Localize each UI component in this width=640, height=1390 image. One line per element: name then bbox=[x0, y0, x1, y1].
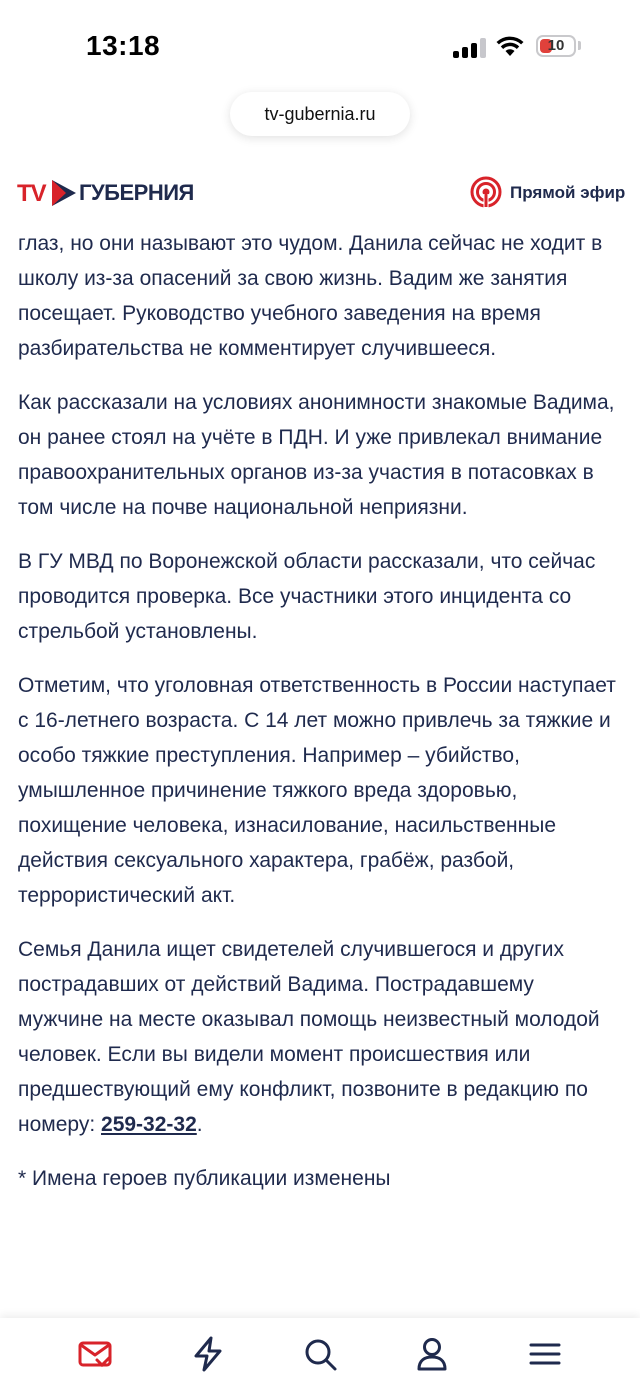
nav-menu[interactable] bbox=[527, 1336, 563, 1372]
live-broadcast-link[interactable] bbox=[470, 176, 630, 210]
article-paragraph: Как рассказали на условиях анонимности знакомые Вадима, он ранее стоял на учёте в ПДН. И уже привлекал внимание правоохранительных органов из-за участия в потасовках в том числе на почве национальной неприязни. bbox=[18, 391, 615, 519]
article-note: * Имена героев публикации изменены bbox=[18, 1167, 391, 1190]
site-header bbox=[0, 160, 640, 228]
article-paragraph: Отметим, что уголовная ответственность в России наступает с 16-летнего возраста. С 14 лет можно привлечь за тяжкие и особо тяжкие преступления. Например – убийство, умышленное причинение тяжкого вреда здоровью, похищение человека, изнасилование, насильственные действия сексуального характера, грабёж, разбой, террористический акт. bbox=[18, 674, 616, 907]
menu-icon bbox=[527, 1336, 563, 1372]
status-time: 13:18 bbox=[86, 30, 161, 61]
cellular-signal-icon bbox=[453, 38, 487, 58]
logo-tv-text: TV bbox=[17, 180, 46, 207]
live-broadcast-label: Прямой эфир bbox=[510, 183, 626, 202]
article-paragraph: В ГУ МВД по Воронежской области рассказали, что сейчас проводится проверка. Все участники этого инцидента со стрельбой установлены. bbox=[18, 550, 596, 643]
bottom-navigation bbox=[0, 1318, 640, 1390]
logo-arrow-icon bbox=[50, 178, 80, 208]
search-icon bbox=[302, 1336, 338, 1372]
nav-profile[interactable] bbox=[414, 1336, 450, 1372]
wifi-icon bbox=[496, 35, 524, 57]
logo-name-text: ГУБЕРНИЯ bbox=[79, 180, 194, 205]
battery-level: 10 bbox=[547, 37, 565, 54]
nav-search[interactable] bbox=[302, 1336, 338, 1372]
lightning-icon bbox=[190, 1336, 226, 1372]
url-bar[interactable]: tv-gubernia.ru bbox=[230, 92, 410, 136]
article-paragraph: Семья Данила ищет свидетелей случившегося и других пострадавших от действий Вадима. Пострадавшему мужчине на месте оказывал помощь неизвестный молодой человек. Если вы видели момент происшествия или предшествующий ему конфликт, позвоните в редакцию по номеру: 259-32-32. bbox=[18, 938, 600, 1136]
user-icon bbox=[414, 1336, 450, 1372]
live-broadcast-icon bbox=[470, 176, 502, 208]
battery-icon bbox=[536, 35, 576, 57]
phone-link[interactable]: 259-32-32 bbox=[101, 1113, 197, 1136]
paragraph-text: Семья Данила ищет свидетелей случившегося и других пострадавших от действий Вадима. Пострадавшему мужчине на месте оказывал помощь неизвестный молодой человек. Если вы видели момент происшествия или предшествующий ему конфликт, позвоните в редакцию по номеру: bbox=[18, 938, 600, 1136]
status-bar bbox=[0, 0, 640, 90]
article-paragraph: глаз, но они называют это чудом. Данила сейчас не ходит в школу из-за опасений за свою жизнь. Вадим же занятия посещает. Руководство учебного заведения на время разбирательства не комментирует случившееся. bbox=[18, 232, 603, 360]
article-body bbox=[18, 226, 618, 1215]
nav-news[interactable] bbox=[190, 1336, 226, 1372]
site-logo[interactable] bbox=[17, 176, 207, 210]
mail-icon bbox=[77, 1336, 113, 1372]
nav-mail[interactable] bbox=[77, 1336, 113, 1372]
